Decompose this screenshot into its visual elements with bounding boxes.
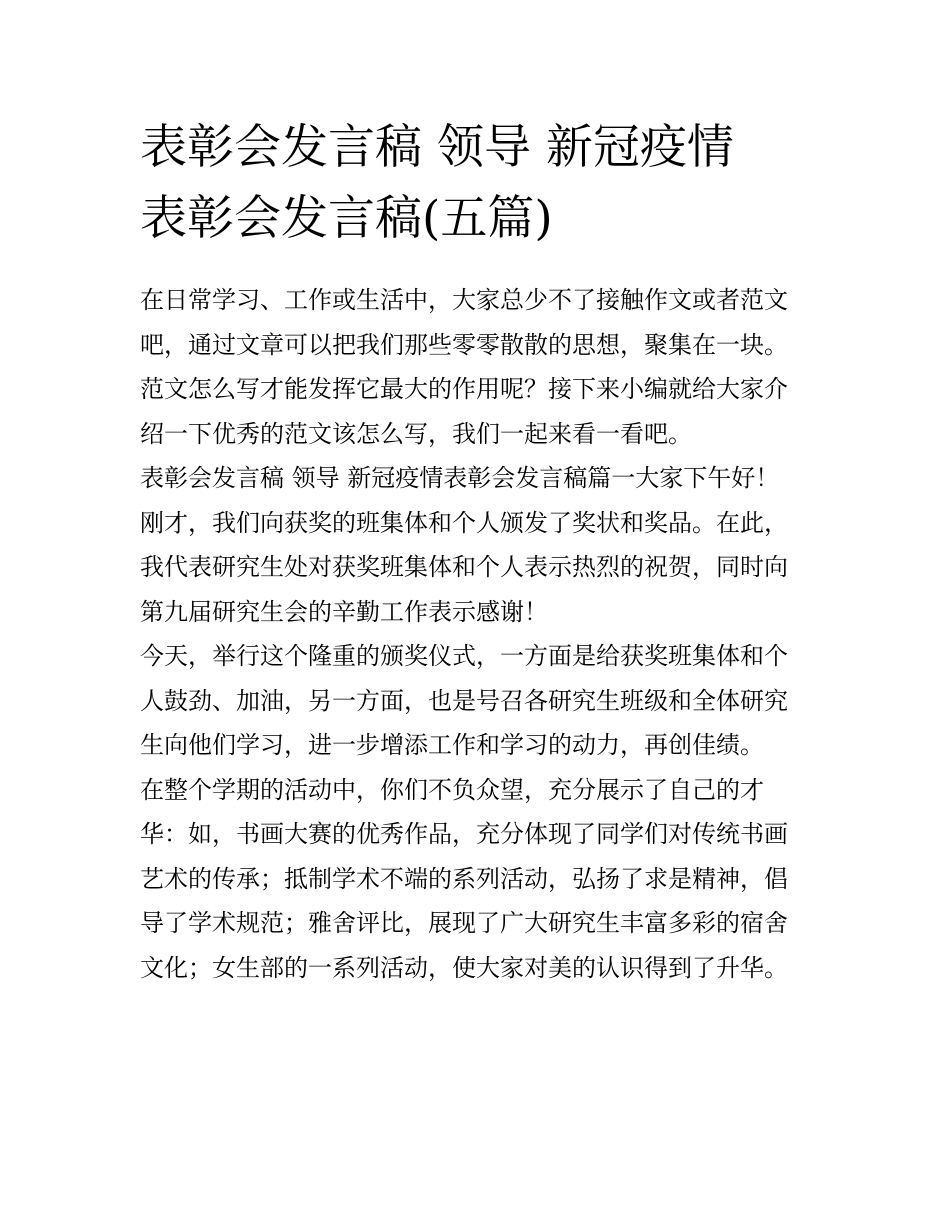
body-line: 范文怎么写才能发挥它最大的作用呢？接下来小编就给大家介 [140, 375, 788, 403]
body-line: 在整个学期的活动中，你们不负众望，充分展示了自己的才 [140, 775, 764, 804]
body-line: 华：如，书画大赛的优秀作品，充分体现了同学们对传统书画 [140, 820, 788, 848]
body-line: 吧，通过文章可以把我们那些零零散散的思想，聚集在一块。 [140, 330, 788, 359]
body-line: 今天，举行这个隆重的颁奖仪式，一方面是给获奖班集体和个 [140, 642, 788, 670]
body-line: 人鼓劲、加油，另一方面，也是号召各研究生班级和全体研究 [140, 686, 788, 715]
body-line: 生向他们学习，进一步增添工作和学习的动力，再创佳绩。 [140, 731, 764, 759]
body-line: 在日常学习、工作或生活中，大家总少不了接触作文或者范文 [140, 286, 788, 314]
body-line: 第九届研究生会的辛勤工作表示感谢！ [140, 597, 548, 626]
body-line: 文化；女生部的一系列活动，使大家对美的认识得到了升华。 [140, 953, 788, 982]
body-line: 表彰会发言稿 领导 新冠疫情表彰会发言稿篇一大家下午好！ [140, 464, 780, 492]
document-body [140, 278, 820, 990]
body-line: 导了学术规范；雅舍评比，展现了广大研究生丰富多彩的宿舍 [140, 909, 788, 937]
body-line: 绍一下优秀的范文该怎么写，我们一起来看一看吧。 [140, 419, 692, 448]
document-title: 表彰会发言稿 领导 新冠疫情 表彰会发言稿(五篇) [140, 120, 734, 246]
body-line: 刚才，我们向获奖的班集体和个人颁发了奖状和奖品。在此， [140, 508, 788, 537]
body-line: 艺术的传承；抵制学术不端的系列活动，弘扬了求是精神，倡 [140, 864, 788, 893]
body-line: 我代表研究生处对获奖班集体和个人表示热烈的祝贺，同时向 [140, 553, 788, 581]
